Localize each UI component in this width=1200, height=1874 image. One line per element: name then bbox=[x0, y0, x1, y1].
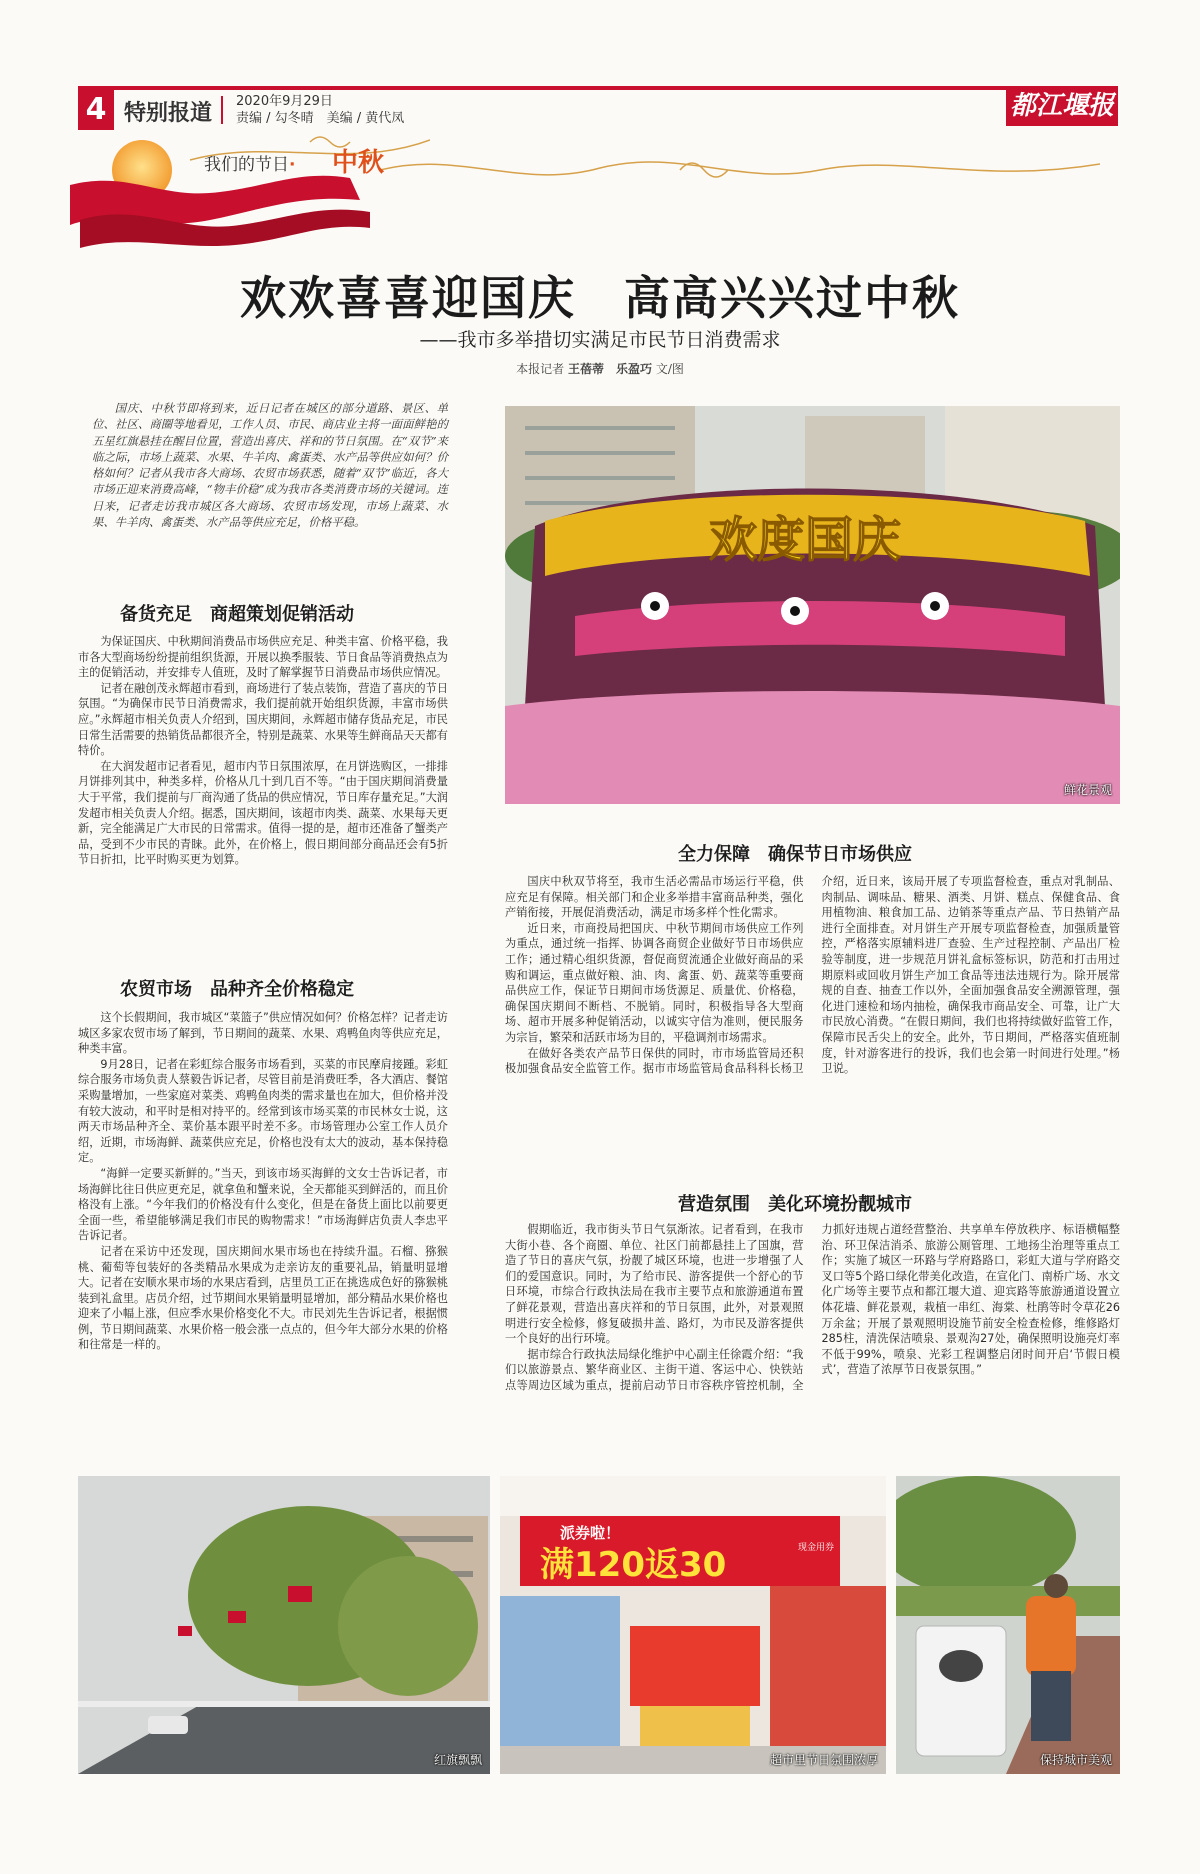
section-1-title: 备货充足 商超策划促销活动 bbox=[120, 604, 354, 625]
mall-photo bbox=[500, 1476, 886, 1774]
lead-paragraph: 国庆、中秋节即将到来，近日记者在城区的部分道路、景区、单位、社区、商圈等地看见，工作人员、市民、商店业主将一面面鲜艳的五星红旗悬挂在醒目位置，营造出喜庆、祥和的节日氛围。在“双节”来临之际，市场上蔬菜、水果、牛羊肉、禽蛋类、水产品等供应如何？价格如何？记者从我市各大商场、农贸市场获悉，随着“双节”临近，各大市场正迎来消费高峰，“物丰价稳”成为我市各类消费市场的关键词。连日来，记者走访我市城区各大商场、农贸市场发现，市场上蔬菜、水果、牛羊肉、禽蛋类、水产品等供应充足，价格平稳。 bbox=[92, 401, 448, 530]
section-1-paragraph: 在大润发超市记者看见，超市内节日氛围浓厚，在月饼选购区，一排排月饼排列其中，种类多样，价格从几十到几百不等。“由于国庆期间消费量大于平常，我们提前与厂商沟通了货品的供应情况，节日库存量充足。”大润发超市相关负责人介绍。据悉，国庆期间，该超市肉类、蔬菜、水果每天更新，完全能满足广大市民的日常需求。值得一提的是，超市还准备了蟹类产品，受到不少市民的青睐。此外，在价格上，假日期间部分商品还会有5折节日折扣，比平时购买更为划算。 bbox=[78, 759, 448, 867]
section-2-paragraph: 记者在采访中还发现，国庆期间水果市场也在持续升温。石榴、猕猴桃、葡萄等包装好的各类精品水果成为走亲访友的重要礼品，销量明显增大。记者在安顺水果市场的水果店看到，店里员工正在挑选成色好的猕猴桃装到礼盒里。店员介绍，过节期间水果销量明显增加，部分精品水果价格也迎来了小幅上涨，但应季水果价格变化不大。市民刘先生告诉记者，根据惯例，节日期间蔬菜、水果价格一般会涨一点点的，但今年大部分水果的价格和往常是一样的。 bbox=[78, 1244, 448, 1352]
section-2-title: 农贸市场 品种齐全价格稳定 bbox=[120, 979, 354, 1000]
cleaning-photo bbox=[896, 1476, 1120, 1774]
section-2-paragraph: 这个长假期间，我市城区“菜篮子”供应情况如何？价格怎样？记者走访城区多家农贸市场了解到，节日期间的蔬菜、水果、鸡鸭鱼肉等供应充足，种类丰富。 bbox=[78, 1011, 448, 1056]
flags-photo-caption: 红旗飘飘 bbox=[433, 1753, 482, 1767]
photo-sign-text: 欢度国庆 bbox=[708, 512, 902, 568]
section-4-title: 营造氛围 美化环境扮靓城市 bbox=[678, 1194, 912, 1215]
section-3-body bbox=[505, 874, 1120, 1077]
main-photo-caption: 鲜花景观 bbox=[1063, 783, 1112, 797]
section-name: 特别报道 bbox=[124, 101, 213, 126]
subheadline: ——我市多举措切实满足市民节日消费需求 bbox=[419, 329, 781, 351]
section-4-paragraph: 假期临近，我市街头节日气氛渐浓。记者看到，在我市大街小巷、各个商圈、单位、社区门前都悬挂上了国旗，营造了节日的喜庆气氛，扮靓了城区环境，也进一步增强了人们的爱国意识。同时，为了给市民、游客提供一个舒心的节日环境，市综合行政执法局在我市主要节点和旅游通道布置了鲜花景观，营造出喜庆祥和的节日氛围，此外，对景观照明进行安全检修，修复破损井盖、路灯，为市民及游客提供一个良好的出行环境。 bbox=[505, 1223, 804, 1346]
banner-festival: 中秋 bbox=[332, 148, 385, 178]
section-3-paragraph: 近日来，市商投局把国庆、中秋节期间市场供应工作列为重点，通过统一指挥、协调各商贸企业做好节日市场供应工作；通过精心组织货源，督促商贸流通企业做好商品的采购和调运，重点做好粮、油、肉、禽蛋、奶、蔬菜等重要商品供应工作，保证节日期间市场货源足、质量优、价格稳，确保国庆期间不断档、不脱销。同时，积极指导各大型商场、超市开展多种促销活动，以诚实守信为准则，便民服务为宗旨，繁荣和活跃市场为目的，平稳调剂市场需求。 bbox=[505, 921, 804, 1044]
main-photo bbox=[505, 406, 1120, 804]
cleaning-photo-caption: 保持城市美观 bbox=[1039, 1753, 1112, 1767]
mall-sign-main: 满120返30 bbox=[540, 1545, 727, 1585]
header-rule bbox=[78, 86, 1118, 90]
byline-suffix: 文/图 bbox=[655, 362, 684, 376]
headline: 欢欢喜喜迎国庆 高高兴兴过中秋 bbox=[240, 271, 960, 325]
section-3-title: 全力保障 确保节日市场供应 bbox=[678, 844, 912, 865]
page-number: 4 bbox=[78, 90, 114, 130]
issue-date: 2020年9月29日 bbox=[236, 94, 333, 109]
banner-title bbox=[204, 150, 295, 175]
byline-names: 王蓓蒂 乐盈巧 bbox=[567, 362, 652, 376]
mall-sign-side: 现金用券 bbox=[798, 1543, 835, 1553]
section-2-paragraph: “海鲜一定要买新鲜的。”当天，到该市场买海鲜的文女士告诉记者，市场海鲜比往日供应更充足，就拿鱼和蟹来说，全天都能买到鲜活的，而且价格没有上涨。“今年我们的价格没有什么变化，但是在备货上面比以前要更全面一些，希望能够满足我们市民的购物需求！”市场海鲜店负责人李忠平告诉记者。 bbox=[78, 1166, 448, 1243]
section-2-paragraph: 9月28日，记者在彩虹综合服务市场看到，买菜的市民摩肩接踵。彩虹综合服务市场负责人蔡毅告诉记者，尽管目前是消费旺季，各大酒店、餐馆采购量增加，一些家庭对菜类、鸡鸭鱼肉类的需求量也在加大，但价格并没有较大波动，和平时是相对持平的。经常到该市场买菜的市民林女士说，这两天市场品种齐全、菜价基本跟平时差不多。市场管理办公室工作人员介绍，近期，市场海鲜、蔬菜供应充足，价格也没有太大的波动，基本保持稳定。 bbox=[78, 1057, 448, 1165]
banner-prefix: 我们的节日 bbox=[204, 155, 289, 175]
section-4-body bbox=[505, 1222, 1120, 1394]
editors: 责编 / 勾冬晴 美编 / 黄代凤 bbox=[236, 111, 405, 126]
section-4-paragraph: 据市综合行政执法局绿化维护中心副主任徐霞介绍：“我们以旅游景点、繁华商业区、主街干道、客运中心、快铁站点等周边区域为重点，提前启动节日市容秩序管控机制，全力抓好违规占道经营整治、共享单车停放秩序、标语横幅整治、环卫保洁消杀、旅游公厕管理、工地扬尘治理等重点工作；实施了城区一环路与学府路路口，彩虹大道与学府路交叉口等5个路口绿化带美化改造，在宣化门、南桥广场、水文化广场等主要节点和都江堰大道、迎宾路等旅游通道设置立体花墙、鲜花景观，栽植一串红、海棠、杜鹃等时令草花26万余盆；开展了景观照明设施节前安全检查检修，维修路灯285柱，清洗保洁喷泉、景观沟27处，确保照明设施亮灯率不低于99%，喷泉、光彩工程调整启闭时间开启‘节假日模式’，营造了浓厚节日夜景氛围。” bbox=[505, 1223, 1120, 1392]
byline bbox=[0, 360, 1200, 377]
dateline bbox=[236, 93, 404, 127]
banner-swirl-line bbox=[380, 150, 1100, 190]
banner-dot: · bbox=[289, 155, 296, 175]
mall-photo-caption: 超市里节日氛围浓厚 bbox=[769, 1753, 878, 1767]
section-1-paragraph: 为保证国庆、中秋期间消费品市场供应充足、种类丰富、价格平稳，我市各大型商场纷纷提前组织货源，开展以换季服装、节日食品等消费热点为主的促销活动，并安排专人值班，及时了解掌握节日消费品市场供应情况。 bbox=[78, 635, 448, 680]
flags-photo bbox=[78, 1476, 490, 1774]
mall-sign-top: 派券啦！ bbox=[560, 1524, 621, 1542]
section-2-body bbox=[78, 1010, 448, 1353]
byline-prefix: 本报记者 bbox=[516, 362, 565, 376]
section-3-paragraph: 国庆中秋双节将至，我市生活必需品市场运行平稳，供应充足有保障。相关部门和企业多举措丰富商品种类，强化产销衔接，开展促消费活动，满足市场多样个性化需求。 bbox=[505, 875, 804, 920]
section-1-body bbox=[78, 634, 448, 868]
header-divider bbox=[221, 96, 223, 124]
section-3-paragraph: 在做好各类农产品节日保供的同时，市市场监管局还积极加强食品安全监管工作。据市市场监管局食品科科长杨卫介绍，近日来，该局开展了专项监督检查，重点对乳制品、肉制品、调味品、糖果、酒类、月饼、糕点、保健食品、食用植物油、粮食加工品、边销茶等重点产品、节日热销产品进行全面排查。对月饼生产开展专项监督检查，加强质量管控，严格落实原辅料进厂查验、生产过程控制、产品出厂检验等制度，进一步规范月饼礼盒标签标识，防范和打击用过期原料或回收月饼生产加工食品等违法违规行为。除开展常规的自查、抽查工作以外，全面加强食品安全溯源管理，强化进门速检和场内抽检，确保我市商品安全、可靠，让广大市民放心消费。“在假日期间，我们也将持续做好监管工作，保障市民舌尖上的安全。此外，节日期间，严格落实值班制度，针对游客进行的投诉，我们也会第一时间进行处理。”杨卫说。 bbox=[505, 875, 1120, 1076]
masthead-logo: 都江堰报 bbox=[1006, 86, 1118, 126]
section-1-paragraph: 记者在融创茂永辉超市看到，商场进行了装点装饰，营造了喜庆的节日氛围。“为确保市民节日消费需求，我们提前就开始组织货源，丰富市场供应。”永辉超市相关负责人介绍到，国庆期间，永辉超市储存货品充足，市民日常生活需要的热销货品都很齐全，特别是蔬菜、水果等生鲜商品天天都有特价。 bbox=[78, 681, 448, 758]
